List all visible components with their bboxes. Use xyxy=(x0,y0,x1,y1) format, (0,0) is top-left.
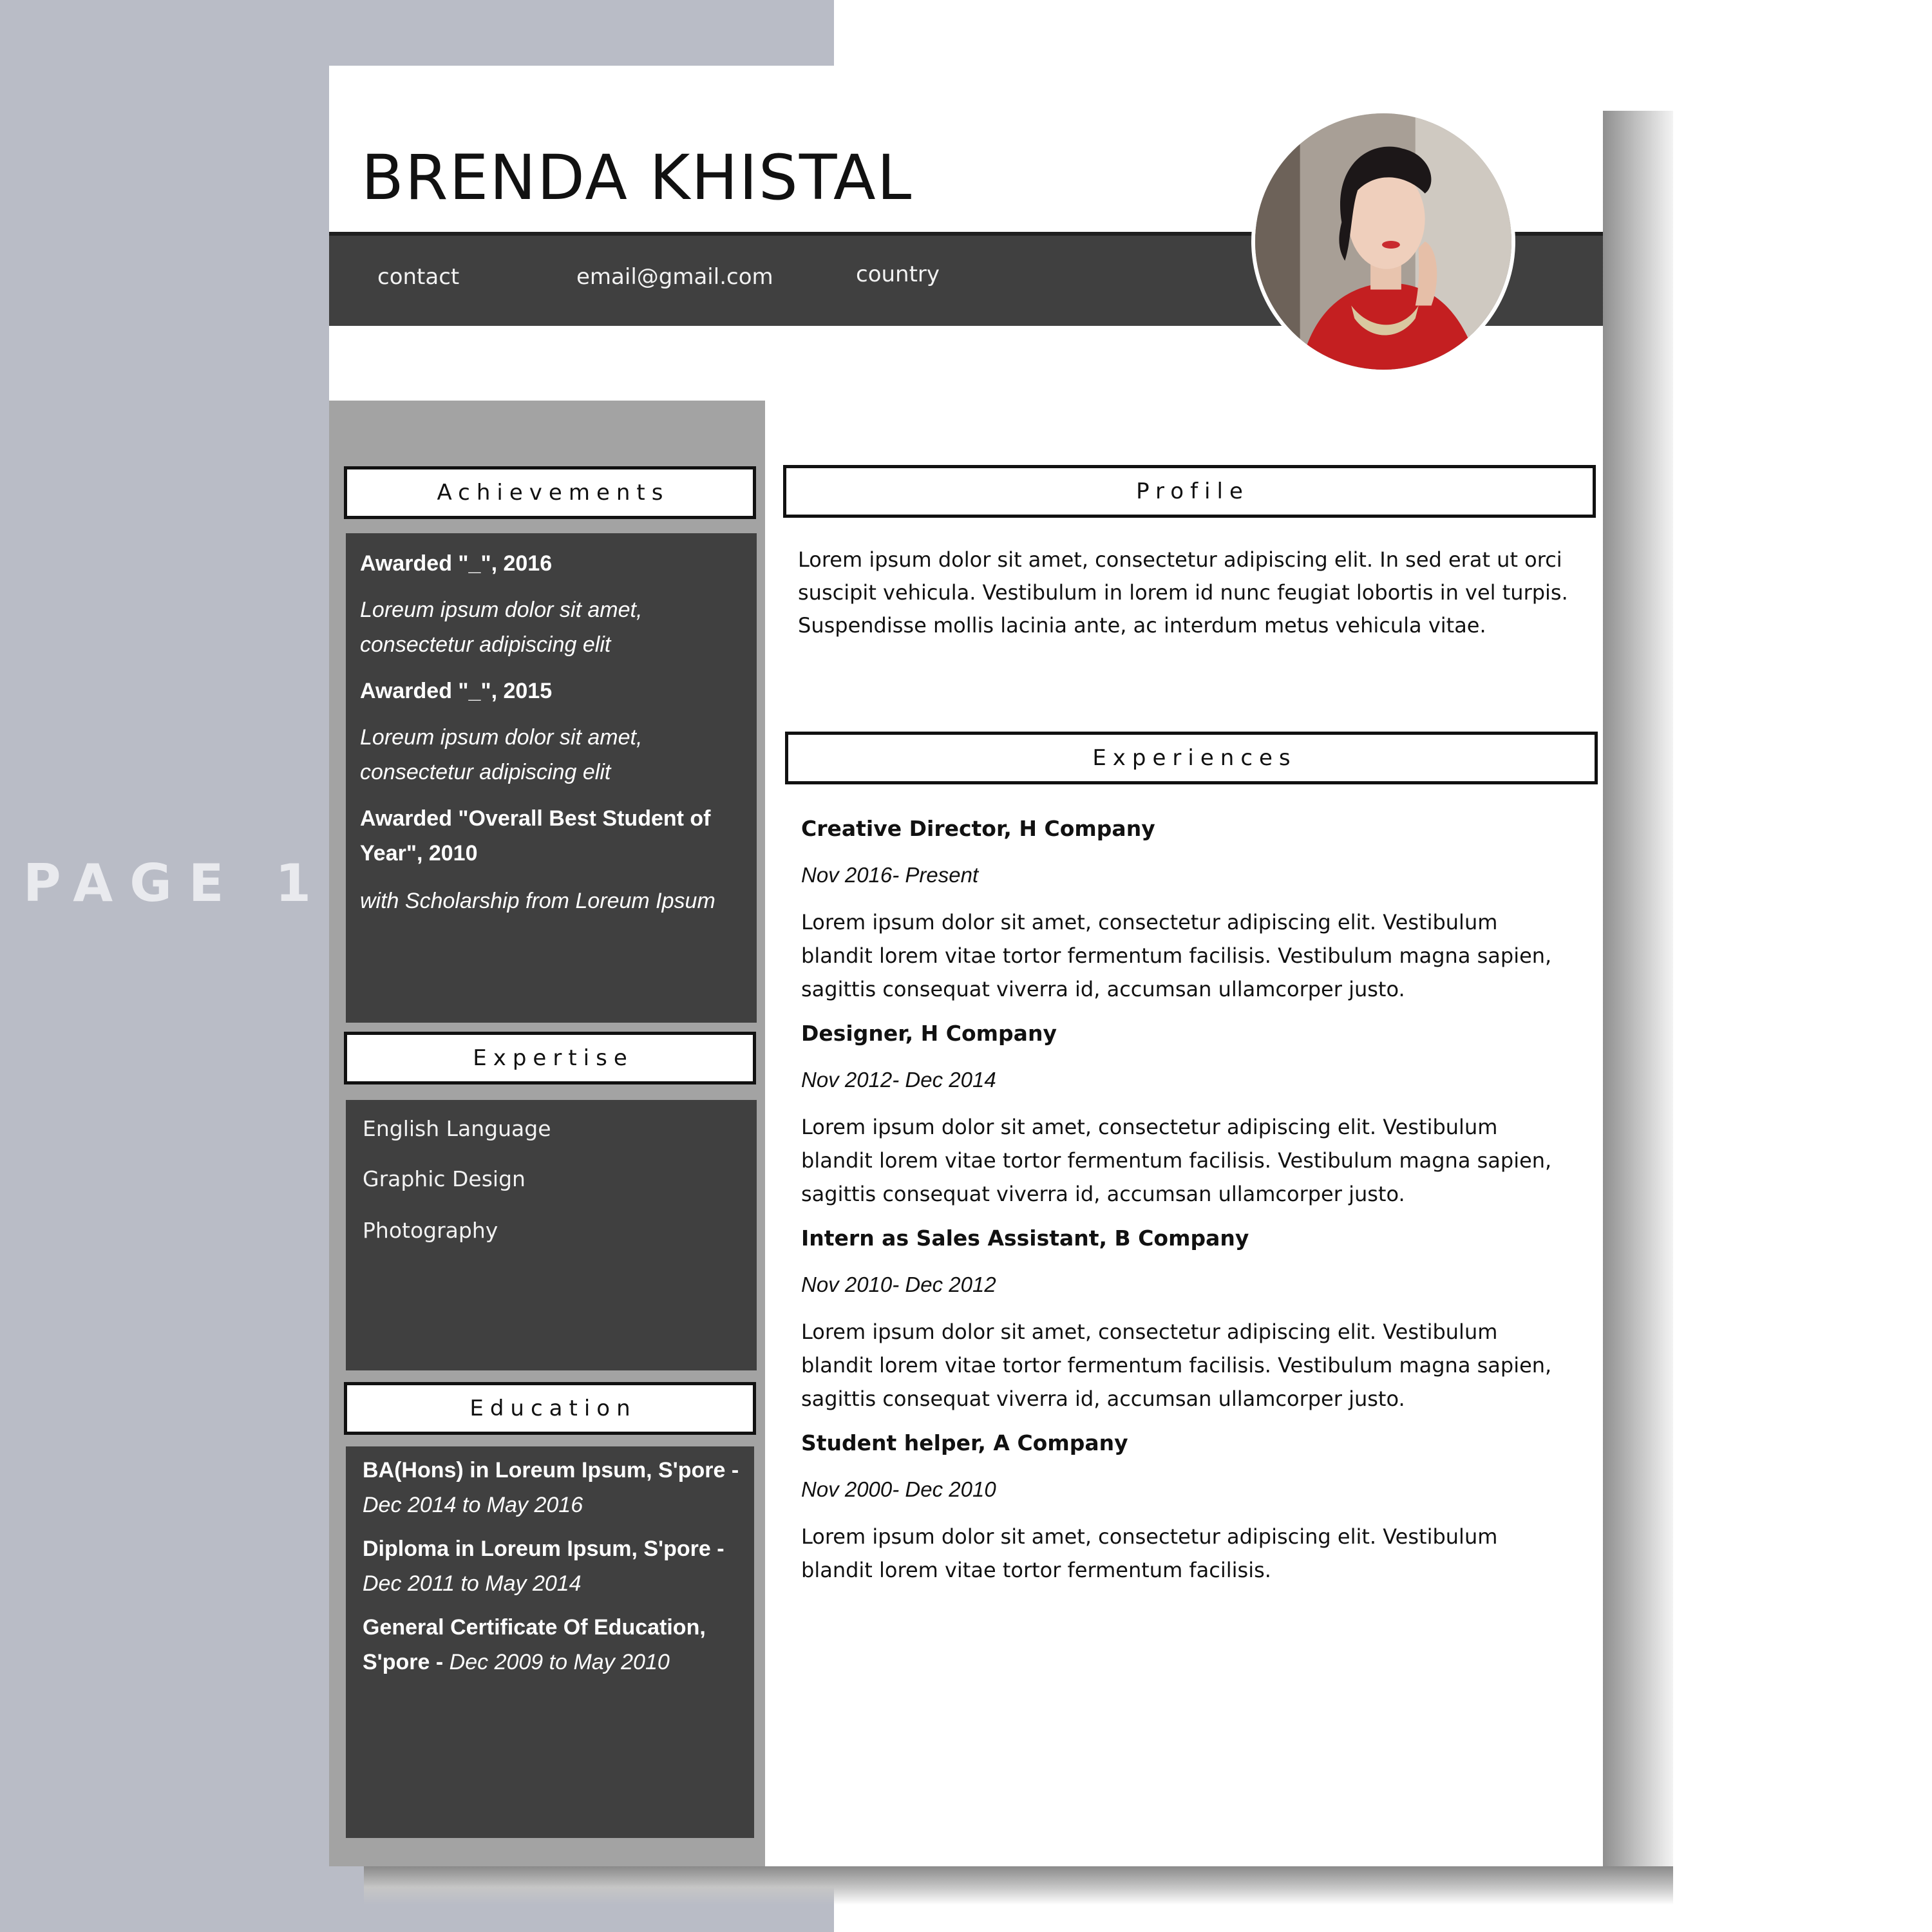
contact-email: email@gmail.com xyxy=(576,264,773,290)
experience-date: Nov 2012- Dec 2014 xyxy=(801,1068,996,1092)
experience-desc: Lorem ipsum dolor sit amet, consectetur adipiscing elit. Vestibulum blandit lorem vitae tortor fermentum facilisis. Vestibulum magna sapien, sagittis consequat viverra id, accumsan ullamcorper justo. xyxy=(801,1115,1552,1206)
page-shadow-right xyxy=(1602,111,1673,1868)
profile-photo xyxy=(1251,109,1515,374)
experience-title: Designer, H Company xyxy=(801,1021,1057,1046)
expertise-item: English Language xyxy=(363,1116,551,1141)
experiences-heading: Experiences xyxy=(785,732,1598,784)
contact-country: country xyxy=(856,261,940,287)
expertise-item: Photography xyxy=(363,1218,498,1243)
education-item xyxy=(363,1610,741,1680)
page-label: PAGE 1 xyxy=(23,853,328,913)
achievement-desc: with Scholarship from Loreum Ipsum xyxy=(360,889,715,913)
experience-item xyxy=(801,1222,1574,1416)
achievement-desc: Loreum ipsum dolor sit amet, consectetur adipiscing elit xyxy=(360,725,643,784)
experience-desc: Lorem ipsum dolor sit amet, consectetur adipiscing elit. Vestibulum blandit lorem vitae tortor fermentum facilisis. Vestibulum magna sapien, sagittis consequat viverra id, accumsan ullamcorper justo. xyxy=(801,910,1552,1001)
education-date: Dec 2009 to May 2010 xyxy=(449,1650,670,1674)
education-item xyxy=(363,1453,741,1522)
education-title: Diploma in Loreum Ipsum, S'pore - xyxy=(363,1537,724,1561)
experience-desc: Lorem ipsum dolor sit amet, consectetur adipiscing elit. Vestibulum blandit lorem vitae tortor fermentum facilisis. Vestibulum magna sapien, sagittis consequat viverra id, accumsan ullamcorper justo. xyxy=(801,1320,1552,1411)
education-item xyxy=(363,1531,741,1601)
education-date: Dec 2014 to May 2016 xyxy=(363,1493,583,1517)
experience-date: Nov 2000- Dec 2010 xyxy=(801,1477,996,1501)
experience-title: Intern as Sales Assistant, B Company xyxy=(801,1226,1249,1251)
expertise-heading: Expertise xyxy=(344,1032,756,1084)
education-date: Dec 2011 to May 2014 xyxy=(363,1571,582,1596)
achievement-title: Awarded "_", 2015 xyxy=(360,679,553,703)
page-shadow-bottom xyxy=(364,1866,1673,1905)
experience-list xyxy=(801,813,1574,1598)
resume-name: BRENDA KHISTAL xyxy=(361,142,913,214)
left-sidebar xyxy=(329,401,765,1866)
achievement-title: Awarded "_", 2016 xyxy=(360,551,553,576)
achievement-title: Awarded "Overall Best Student of Year", 2010 xyxy=(360,806,711,866)
experience-item xyxy=(801,1427,1574,1587)
education-title: BA(Hons) in Loreum Ipsum, S'pore - xyxy=(363,1458,739,1482)
experience-item xyxy=(801,1018,1574,1211)
achievement-desc: Loreum ipsum dolor sit amet, consectetur adipiscing elit xyxy=(360,598,643,657)
profile-text: Lorem ipsum dolor sit amet, consectetur adipiscing elit. In sed erat ut orci suscipit vehicula. Vestibulum in lorem id nunc feugiat lobortis in vel turpis. Suspendisse mollis lacinia ante, ac interdum metus vehicula vitae. xyxy=(798,547,1568,638)
achievements-panel xyxy=(346,533,757,1023)
expertise-panel xyxy=(346,1100,757,1370)
experience-date: Nov 2010- Dec 2012 xyxy=(801,1273,996,1296)
education-heading: Education xyxy=(344,1382,756,1435)
profile-heading: Profile xyxy=(783,465,1596,518)
contact-phone: contact xyxy=(377,264,460,290)
achievements-heading: Achievements xyxy=(344,466,756,519)
education-title: General Certificate Of Education, S'pore - xyxy=(363,1615,706,1674)
experience-title: Creative Director, H Company xyxy=(801,816,1155,841)
experience-date: Nov 2016- Present xyxy=(801,863,979,887)
expertise-item: Graphic Design xyxy=(363,1166,526,1191)
experience-item xyxy=(801,813,1574,1006)
resume-page xyxy=(329,66,1603,1866)
education-panel xyxy=(346,1446,754,1838)
experience-desc: Lorem ipsum dolor sit amet, consectetur adipiscing elit. Vestibulum blandit lorem vitae tortor fermentum facilisis. xyxy=(801,1524,1498,1582)
experience-title: Student helper, A Company xyxy=(801,1430,1128,1455)
